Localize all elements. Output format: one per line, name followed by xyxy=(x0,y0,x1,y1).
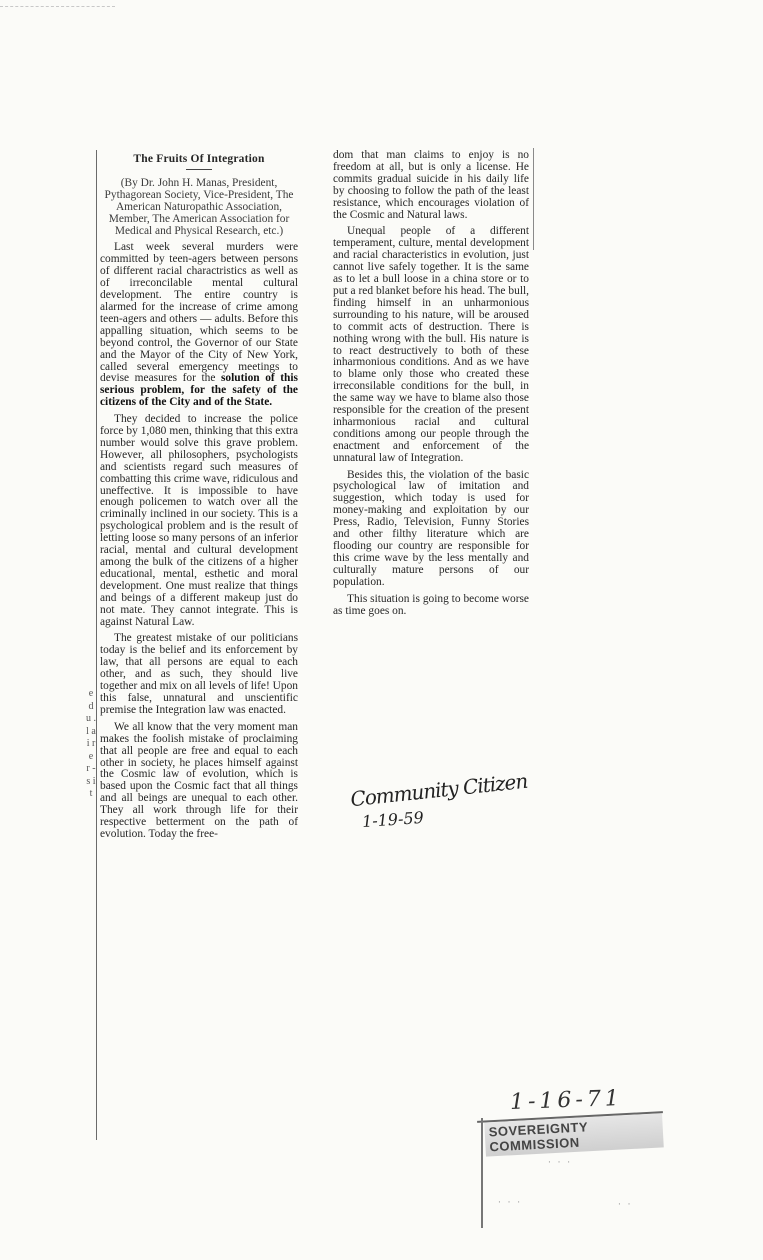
paragraph-7: Besides this, the violation of the basic psychological law of imitation and suggestion, which today is used for money-making and exploitation by our Press, Radio, Television, Funny Stories and other filthy literature which are flooding our country are responsible for this crime wave by the less mentally and culturally mature persons of our population. xyxy=(333,468,529,588)
article-column-2 xyxy=(333,150,529,622)
article-column-1 xyxy=(100,148,298,846)
paragraph-8: This situation is going to become worse as time goes on. xyxy=(333,592,529,617)
stamp-frame-left xyxy=(481,1118,483,1228)
handwritten-source: Community Citizen xyxy=(349,768,529,812)
handwritten-date: 1-19-59 xyxy=(361,807,425,832)
archive-stamp xyxy=(477,1110,663,1230)
paragraph-1-bold: solution of this serious problem, for the safety of the citizens of the City and of the State. xyxy=(100,372,298,409)
stamp-faint-mark-3: · · xyxy=(617,1200,632,1209)
headline-rule xyxy=(186,169,212,170)
stamp-faint-mark-2: · · · xyxy=(497,1198,522,1207)
top-dashed-rule xyxy=(0,6,115,7)
handwritten-citation xyxy=(349,768,530,838)
paragraph-3: The greatest mistake of our politicians today is the belief and its enforcement by law, that all persons are equal to each other, and as such, they should live together and mix on all levels of life! Upon this false, unnatural and unscientific premise the Integration law was enacted. xyxy=(100,632,298,716)
paragraph-2: They decided to increase the police force by 1,080 men, thinking that this extra number would solve this grave problem. However, all philosophers, psychologists and scientists regard such measures of combatting this crime wave, ridiculous and uneffective. It is impossible to have enough policemen to watch over all the criminally inclined in our society. This is a psychological problem and is the result of letting loose so many persons of an inferior racial, mental and cultural development among the bulk of the citizens of a higher educational, mental, esthetic and moral development. One must realize that things and beings of a different makeup just do not mate. They cannot integrate. This is against Natural Law. xyxy=(100,413,298,628)
article-headline: The Fruits Of Integration xyxy=(133,153,265,165)
article-byline: (By Dr. John H. Manas, President, Pythagorean Society, Vice-President, The American Naturopathic Association, Member, The American Association for Medical and Physical Research, etc.) xyxy=(104,176,294,237)
paragraph-1 xyxy=(100,242,298,409)
column-border-left xyxy=(96,150,97,1140)
stamp-faint-mark: · · · xyxy=(547,1158,572,1167)
paragraph-5: dom that man claims to enjoy is no freedom at all, but is only a license. He commits gradual suicide in his daily life by choosing to follow the path of the least resistance, which encourages violation of the Cosmic and Natural laws. xyxy=(333,149,529,221)
stamp-date: 1-16-71 xyxy=(509,1086,624,1115)
stamp-title: SOVEREIGNTY COMMISSION xyxy=(484,1113,664,1156)
paragraph-4: We all know that the very moment man makes the foolish mistake of proclaiming that all people are free and equal to each other in society, he places himself against the Cosmic law of evolution, which is based upon the Cosmic fact that all things and all beings are unequal to each other. They all work through life for their respective betterment on the path of evolution. Today the free- xyxy=(100,720,298,840)
paragraph-6: Unequal people of a different temperament, culture, mental development and racial characteristics in evolution, just cannot live safely together. It is the same as to let a bull loose in a china store or to put a red blanket before his head. The bull, finding himself in an unharmonious surrounding to his nature, will be aroused to commit acts of destruction. There is nothing wrong with the bull. His nature is to react destructively to both of these inharmonious conditions. And as we have to blame only those who created these irreconsilable conditions for the bull, in the same way we have to blame also those responsible for the creation of the present inharmonious racial and cultural conditions among our people through the enactment and enforcement of the unnatural law of Integration. xyxy=(333,225,529,464)
margin-text: e d u . l a i r e r - s i t xyxy=(86,688,96,799)
paragraph-1-text: Last week several murders were committed by teen-agers between persons of different racial charactristics as well as of irreconcilable mental cultural development. The entire country is alarmed for the increase of crime among teen-agers and others — adults. Before this appalling situation, which seems to be beyond control, the Governor of our State and the Mayor of the City of New York, called several emergency meetings to devise measures for the xyxy=(100,241,298,385)
column-border-right xyxy=(533,148,534,250)
